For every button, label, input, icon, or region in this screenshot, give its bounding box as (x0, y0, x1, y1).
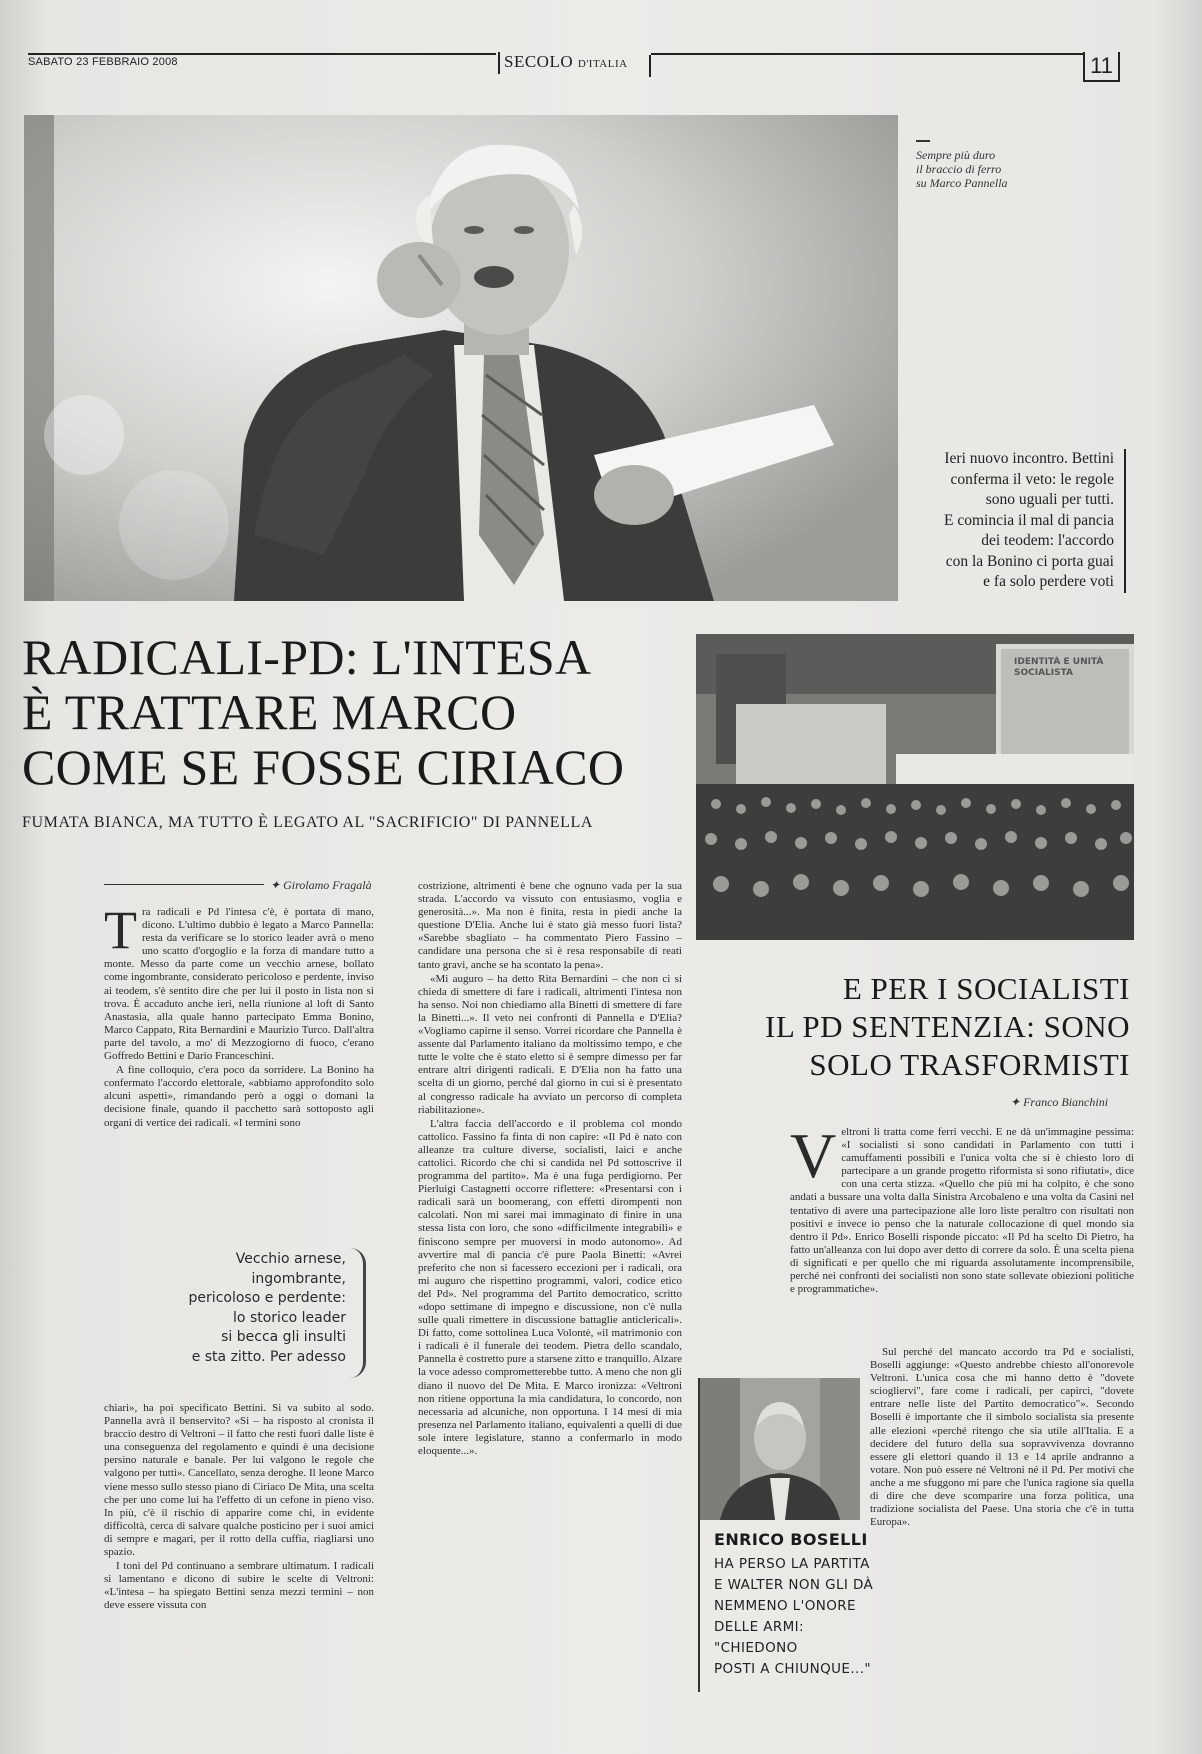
byline-author: Girolamo Fragalà (283, 878, 372, 892)
caption-line: il braccio di ferro (916, 162, 1002, 176)
photo-caption (916, 148, 1056, 190)
article-paragraph: A fine colloquio, c'era poco da sorridere. La Bonino ha confermato l'accordo elettorale, «abbiamo approfondito solo alcuni aspetti», rimandando però a oggi o domani la decisione finale, quando il pacchetto sarà sottoposto agli organi di vertice dei radicali. «I termini sono (104, 1064, 374, 1129)
article-column (790, 1126, 1134, 1362)
masthead-rule (28, 53, 496, 55)
paragraph-text: eltroni li tratta come ferri vecchi. E ne dà un'immagine pessima: «I socialisti si sono candidati in Parlamento con tutti i camuffamenti possibili e l'unica volta che si è chiesto loro di partecipare a un grande progetto riformista si sono rifiutati», dice con una certa stizza. «Quello che più mi ha colpito, è che sono andati a bussare una volta dalla Sinistra Arcobaleno e una volta da Casini nel tentativo di avere una partecipazione alle loro liste peraltro con risultati non positivi e invece io penso che la naturale collocazione di quel mondo sia dentro il Pd». Enrico Boselli risponde piccato: «Il Pd ha scelto Di Pietro, ha fatto un'alleanza con lui dopo aver detto di correre da solo. È una scelta piena di significati e per quello che mi riguarda assolutamente incomprensibile, perché nei confronti dei socialisti non sono state sollevate obiezioni politiche e programmatiche». (790, 1126, 1134, 1296)
summary-line: dei teodem: l'accordo (981, 532, 1114, 549)
box-deck-line: HA PERSO LA PARTITA (714, 1556, 870, 1572)
article-column (104, 906, 374, 1218)
photo-congress-illustration (696, 634, 1134, 940)
byline-author: Franco Bianchini (1023, 1095, 1109, 1109)
article-column (870, 1346, 1134, 1702)
caption-line: su Marco Pannella (916, 176, 1008, 190)
quote-line: lo storico leader (233, 1309, 346, 1326)
masthead-newspaper (498, 52, 628, 74)
main-deck: FUMATA BIANCA, MA TUTTO È LEGATO AL "SACRIFICIO" DI PANNELLA (22, 814, 594, 831)
article-paragraph: «Mi auguro – ha detto Rita Bernardini – che non ci si chieda di smettere di fare i radicali, altrimenti l'intesa non ha senso. Noi non chiediamo alla Binetti di smettere di fare la Binetti...». Il veto nei confronti di Pannella e D'Elia? «Vogliamo capirne il senso. Vorrei ricordare che Pannella è assente dal Parlamento italiano da moltissimo tempo, e che tutte le volte che è stato eletto si è sempre dimesso per far entrare altri dirigenti radicali. E D'Elia non ha fatto una scelta di un giorno, perché dal giorno in cui si è presentato al congresso radicale ha avviato un percorso di completa riabilitazione». (418, 972, 682, 1116)
summary-line: conferma il veto: le regole (950, 470, 1114, 488)
svg-text:IDENTITÀ E UNITÀ: IDENTITÀ E UNITÀ (1014, 657, 1104, 667)
summary-line: e fa solo perdere voti (983, 573, 1114, 590)
headline-line: IL PD SENTENZIA: SONO (765, 1009, 1130, 1044)
photo-pannella (24, 115, 898, 601)
quote-line: Vecchio arnese, (235, 1251, 346, 1267)
dropcap: T (104, 906, 137, 960)
article-paragraph: Sul perché del mancato accordo tra Pd e socialisti, Boselli aggiunge: «Questo andrebbe chiesto all'onorevole Veltroni. L'unica cosa che mi hanno detto è "dovete sciogliervi", fare come i radicali, per capirci, "dovete entrare nelle liste del Partito democratico"». Secondo Boselli è importante che il simbolo socialista sia presente alle elezioni «perché ritengo che sia utile all'Italia. E a decidere del futuro della sua sopravvivenza dovranno essere gli elettori quando il 13 e 14 aprile andranno a votare. Non può essere né Veltroni né il Pd. Per motivi che anche a me sfuggono mi pare che l'unica ragione sia quella di dire che deve scomparire una forza politica, una tradizione socialista del Paese. Una storia che c'è in tutta Europa». (870, 1346, 1134, 1529)
headline-line: E PER I SOCIALISTI (842, 971, 1130, 1006)
article-paragraph (790, 1126, 1134, 1296)
newspaper-name: SECOLO (504, 52, 574, 71)
byline: ✦ Girolamo Fragalà (270, 878, 372, 892)
article-paragraph (104, 906, 374, 1063)
quote-line: pericoloso e perdente: (188, 1290, 346, 1306)
article-paragraph: chiari», ha poi specificato Bettini. Si va subito al sodo. Pannella avrà il benservito? «Si – ha risposto al cronista il braccio destro di Veltroni – il fatto che resti fuori dalle liste è una conseguenza del regolamento e quindi è una decisione persino naturale e banale. Per lui valgono le regole che valgono per tutti». Cancellato, senza deroghe. Il leone Marco viene messo sullo stesso piano di Ciriaco De Mita, una scelta che per uno come lui ha l'effetto di un cefone in pieno viso. In più, c'è il rischio di apparire come chi, in evidente difficoltà, cerca di salvare qualche posticino per i suoi amici di sempre e magari, per il rotto della cuffia, riagliarsi uno spazio. (104, 1402, 374, 1559)
summary-line: con la Bonino ci porta guai (945, 552, 1114, 570)
article-paragraph: I toni del Pd continuano a sembrare ultimatum. I radicali si lamentano e dicono di subire le scelte di Veltroni: «L'intesa – ha spiegato Bettini senza mezzi termini – non deve essere vissuta con (104, 1560, 374, 1612)
dropcap: V (790, 1126, 837, 1191)
photo-congress (696, 634, 1134, 940)
box-name: ENRICO BOSELLI (714, 1530, 868, 1549)
article-paragraph: L'altra faccia dell'accordo e il problema col mondo cattolico. Fassino fa finta di non capire: «Il Pd è nato con alleanze tra culture diverse, socialisti, laici e anche cattolici. Ricordo che chi si candida nel Pd sottoscrive il programma del partito». Ma è una fuga perdigiorno. Per Pierluigi Castagnetti occorre riflettere: «Presentarsi con i radicali sarà un boomerang, con effetti dirompenti non calcolati. Non mi sarei mai immaginato di finire in una stessa lista con loro, che sono «difficilmente integrabili» e finiscono sempre per muoversi in modo autonomo». Ad avvertire mal di pancia c'è pure Paola Binetti: «Avrei preferito che non si facessero eccezioni per i radicali, ora mi auguro che rispettino programmi, valori, codice etico del Pd». Nel programma del Partito democratico, scritto «dopo settimane di impegno e discussione, non c'è nulla sulle quali rimettere in discussione battaglie anticlericali». Di fatto, come sottolinea Luca Volontè, «il matrimonio con i radicali è il funerale dei teodem. Pietra dello scandalo, Pannella è costretto pure a starsene zitto e tranquillo. Alzare la voce adesso comprometterebbe tutto. A meno che non gli diano il nuovo del De Mita. E Marco ironizza: «Veltroni non ritiene opportuna la mia candidatura, lo concordo, non necessaria ad alcuniche, non opportuna. I 14 mesi di mia presenza nel Parlamento italiano, equivalenti a quelli di due sole intere legislature, stanno a confermarlo in modo eloquente...». (418, 1117, 682, 1458)
box-deck-line: NEMMENO L'ONORE (714, 1598, 856, 1614)
byline-rule (104, 884, 264, 885)
headline-line: È TRATTARE MARCO (22, 684, 517, 740)
photo-pannella-illustration (24, 115, 898, 601)
article-paragraph: costrizione, altrimenti è bene che ognuno vada per la sua strada. L'accordo va vissuto con entusiasmo, voglia e generosità...». Ma non è finita, resta in piedi anche la questione D'Elia. Anche lui è stato già messo fuori lista? «Sarebbe sbagliato – ha commentato Piero Fassino – candidare una persona che si è resa responsabile di reati tanto gravi, anche se ha scontato la pena». (418, 880, 682, 971)
summary-line: sono uguali per tutti. (985, 491, 1114, 508)
main-headline (22, 630, 682, 795)
pull-quote (150, 1250, 346, 1367)
paragraph-text: ra radicali e Pd l'intesa c'è, è portata di mano, dicono. L'ultimo dubbio è legato a Marco Pannella: resta da verificare se lo storico leader avrà o meno uno scatto d'orgoglio e la forza di mandare tutto a monte. Messo da parte come un vecchio arnese, bollato come ingombrante, considerato pericoloso e perdente, inviso ai teodem, s'è sentito dire che per lui il posto in lista non si trova. È accaduto anche ieri, nella riunione al loft di Santo Anastasia, alla quale hanno partecipato Emma Bonino, Marco Cappato, Rita Bernardini e Maurizio Turco. Dall'altra parte del tavolo, a mo' di Mezzogiorno di fuoco, c'erano Goffredo Bettini e Dario Franceschini. (104, 906, 374, 1063)
caption-rule (916, 140, 930, 142)
masthead-rule (651, 53, 1083, 55)
photo-boselli-illustration (700, 1378, 860, 1520)
masthead-date: SABATO 23 FEBBRAIO 2008 (28, 56, 178, 68)
headline-line: RADICALI-PD: L'INTESA (22, 629, 592, 685)
caption-line: Sempre più duro (916, 148, 996, 162)
page-number: 11 (1083, 52, 1120, 82)
box-deck-line: POSTI A CHIUNQUE..." (714, 1661, 872, 1677)
article-column (104, 1402, 374, 1722)
box-deck (714, 1554, 874, 1680)
article-column (418, 880, 682, 1686)
second-headline (700, 970, 1130, 1084)
quote-line: ingombrante, (251, 1270, 346, 1287)
photo-boselli (700, 1378, 860, 1520)
byline: ✦ Franco Bianchini (1010, 1095, 1109, 1109)
headline-line: COME SE FOSSE CIRIACO (22, 739, 625, 795)
summary-box (900, 449, 1126, 593)
box-deck-line: E WALTER NON GLI DÀ (714, 1577, 874, 1593)
headline-line: SOLO TRASFORMISTI (809, 1047, 1130, 1082)
svg-text:SOCIALISTA: SOCIALISTA (1014, 668, 1074, 678)
summary-line: Ieri nuovo incontro. Bettini (944, 450, 1114, 467)
quote-line: e sta zitto. Per adesso (191, 1348, 346, 1365)
masthead-divider (649, 55, 651, 77)
quote-line: si becca gli insulti (221, 1329, 346, 1345)
summary-line: E comincia il mal di pancia (943, 511, 1114, 529)
newspaper-suffix: D'ITALIA (577, 58, 628, 70)
quote-brace (350, 1248, 366, 1378)
box-deck-line: DELLE ARMI: "CHIEDONO (714, 1619, 804, 1656)
